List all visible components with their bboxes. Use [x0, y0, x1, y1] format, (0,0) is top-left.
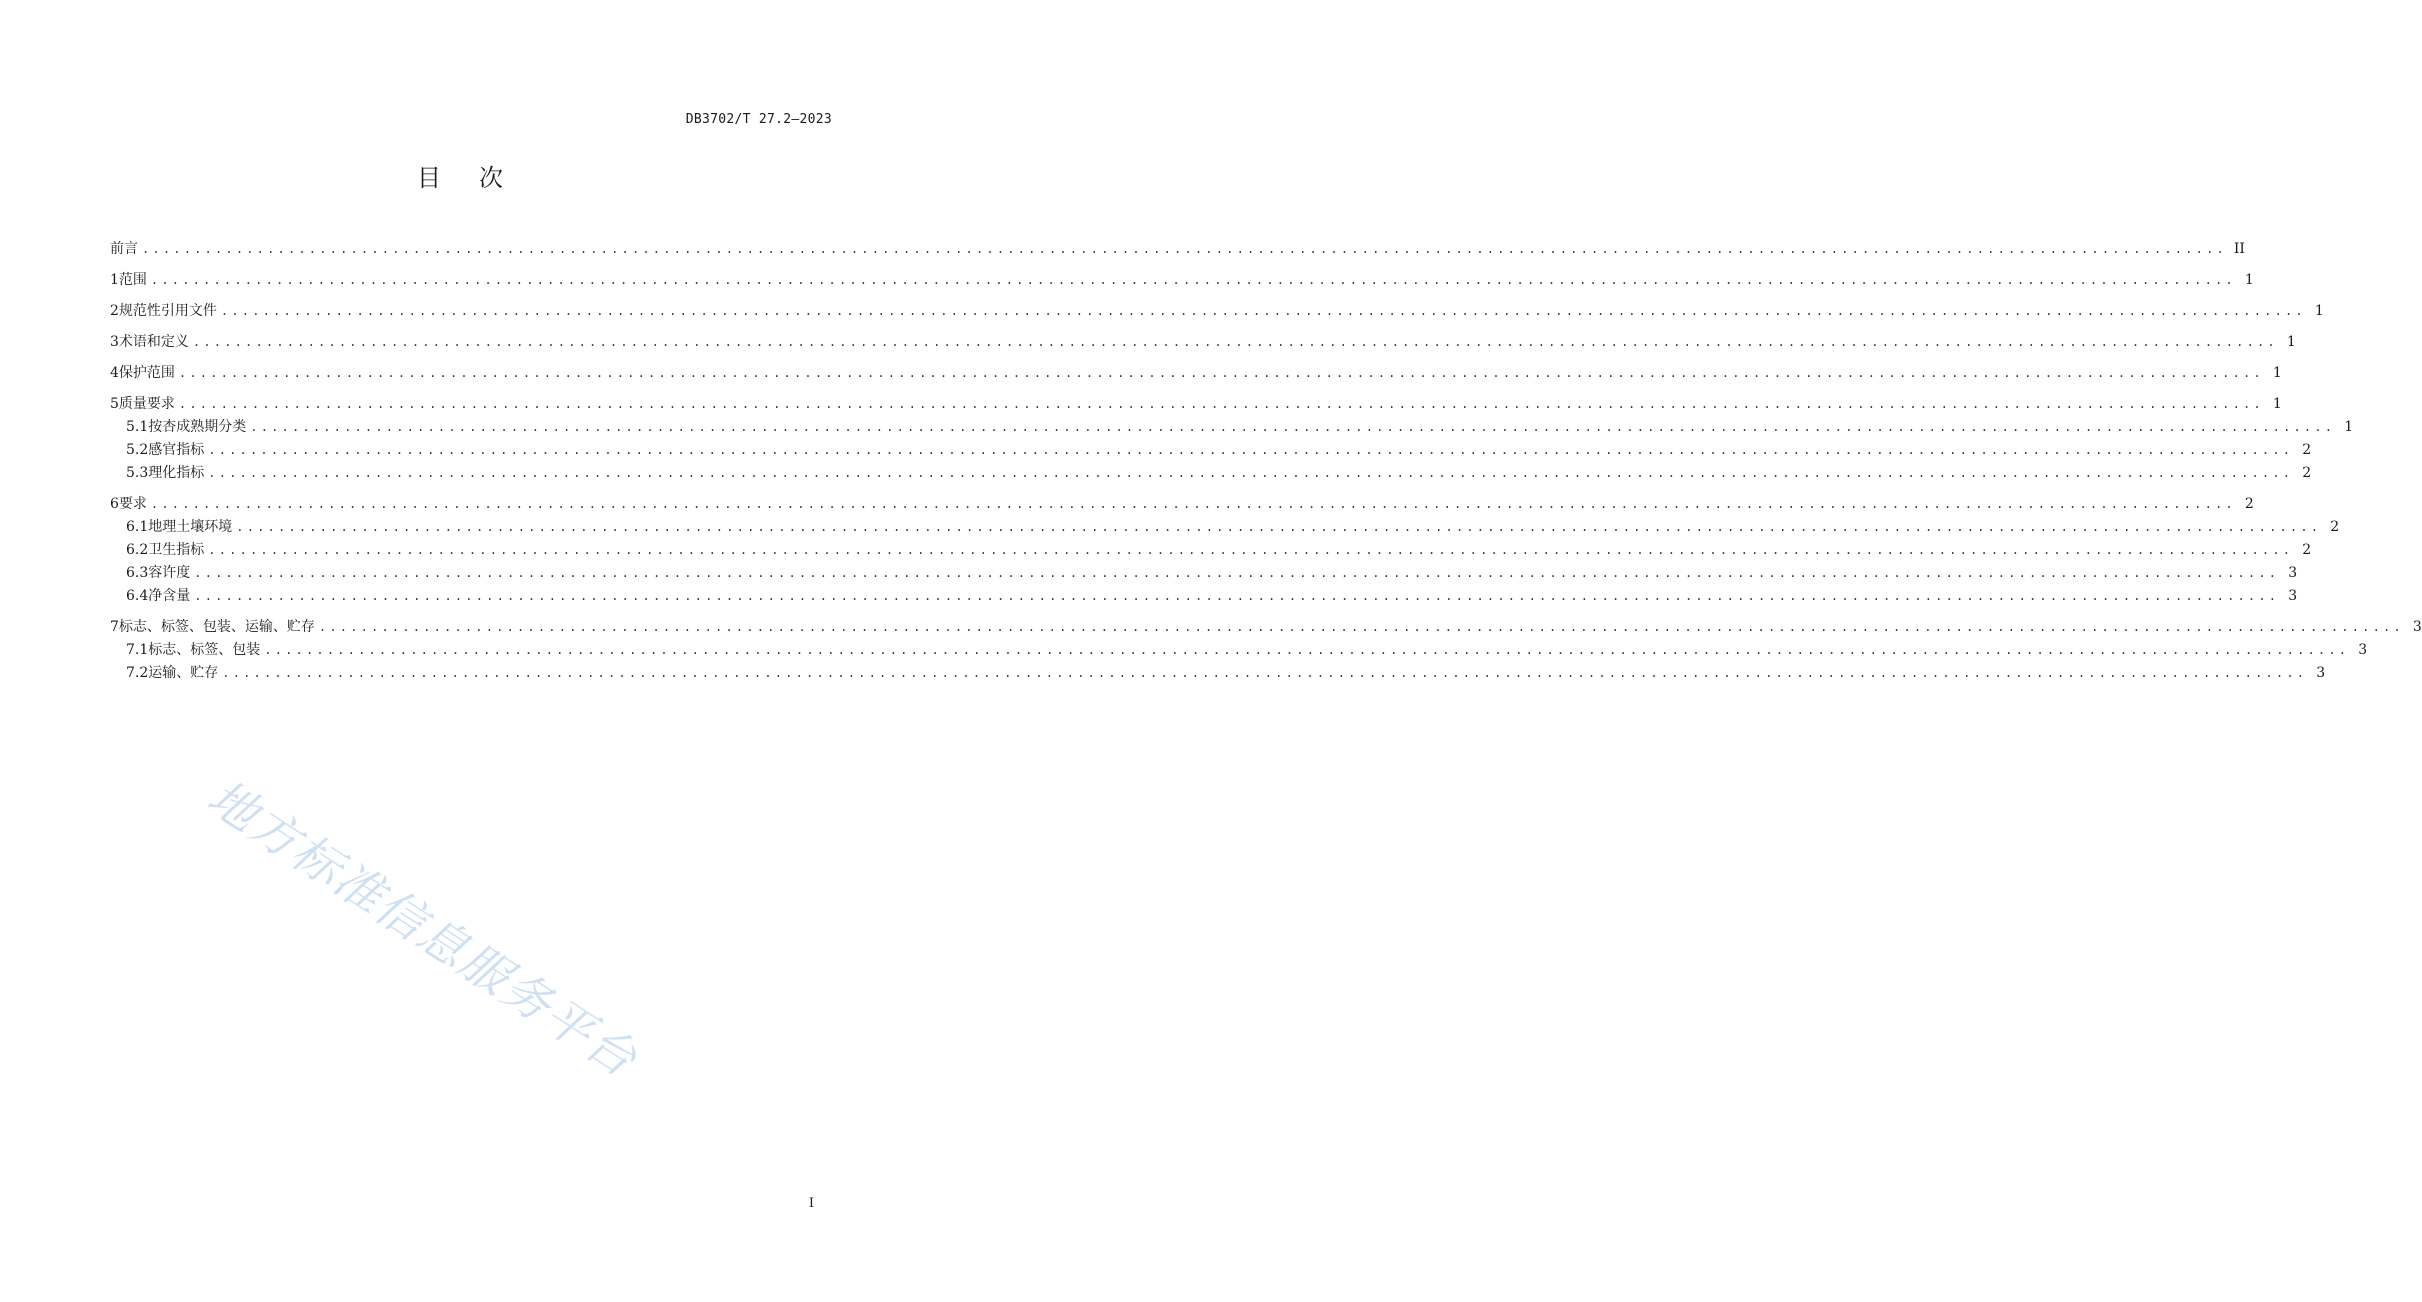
toc-entry[interactable] — [110, 464, 2312, 482]
toc-entry-label: 术语和定义 — [118, 334, 189, 350]
toc-entry-page: 3 — [2288, 565, 2298, 581]
toc-entry-number: 6.4 — [126, 588, 149, 604]
toc-leader-dots: ........................................................................................................................................................................................................ — [250, 420, 2336, 434]
toc-entry-label: 前言 — [110, 241, 138, 257]
toc-entry-label: 容许度 — [148, 565, 191, 581]
document-code: DB3702/T 27.2—2023 — [685, 112, 832, 127]
toc-entry-page: 3 — [2358, 642, 2368, 658]
toc-title-left: 目 — [417, 164, 441, 192]
toc-entry[interactable] — [110, 641, 2368, 659]
toc-entry-number: 7.1 — [126, 642, 149, 658]
toc-entry[interactable] — [110, 240, 2245, 258]
toc-entry-label: 理化指标 — [148, 465, 205, 481]
toc-entry[interactable] — [110, 395, 2282, 413]
toc-entry-number: 6.1 — [126, 519, 149, 535]
toc-leader-dots: ........................................................................................................................................................................................................ — [208, 443, 2294, 457]
toc-leader-dots: ........................................................................................................................................................................................................ — [194, 566, 2280, 580]
toc-entry-number: 3 — [110, 334, 119, 350]
toc-entry[interactable] — [110, 495, 2254, 513]
page-number: I — [808, 1196, 814, 1211]
toc-entry-page: II — [2233, 241, 2245, 257]
toc-entry-number: 5.2 — [126, 442, 149, 458]
toc-leader-dots: ........................................................................................................................................................................................................ — [178, 366, 2264, 380]
toc-entry-label: 运输、贮存 — [148, 665, 219, 681]
watermark: 地方标准信息服务平台 — [197, 769, 648, 1089]
toc-entry-page: 2 — [2302, 542, 2312, 558]
toc-entry-page: 1 — [2272, 365, 2282, 381]
toc-leader-dots: ........................................................................................................................................................................................................ — [142, 242, 2227, 256]
toc-entry[interactable] — [110, 664, 2326, 682]
toc-entry-page: 2 — [2302, 465, 2312, 481]
toc-leader-dots: ........................................................................................................................................................................................................ — [178, 397, 2264, 411]
toc-entry-number: 5 — [110, 396, 119, 412]
toc-entry-label: 要求 — [118, 496, 147, 512]
toc-leader-dots: ........................................................................................................................................................................................................ — [264, 643, 2350, 657]
toc-entry-page: 2 — [2330, 519, 2340, 535]
toc-entry-label: 范围 — [118, 272, 147, 288]
toc-entry-label: 标志、标签、包装 — [148, 642, 261, 658]
toc-leader-dots: ........................................................................................................................................................................................................ — [208, 466, 2294, 480]
toc-entry-number: 6.3 — [126, 565, 149, 581]
toc-entry-page: 3 — [2316, 665, 2326, 681]
toc-title-right: 次 — [479, 164, 503, 192]
toc-entry[interactable] — [110, 333, 2296, 351]
toc-leader-dots: ........................................................................................................................................................................................................ — [150, 497, 2236, 511]
toc-leader-dots: ........................................................................................................................................................................................................ — [208, 543, 2294, 557]
toc-entry-label: 卫生指标 — [148, 542, 205, 558]
toc-entry[interactable] — [110, 271, 2254, 289]
toc-entry-page: 3 — [2412, 619, 2422, 635]
toc-entry-number: 6 — [110, 496, 119, 512]
toc-entry-label: 感官指标 — [148, 442, 205, 458]
toc-entry[interactable] — [110, 564, 2298, 582]
toc-entry-page: 1 — [2344, 419, 2354, 435]
toc-entry-number: 5.3 — [126, 465, 149, 481]
toc-entry-page: 1 — [2314, 303, 2324, 319]
toc-entry-page: 1 — [2286, 334, 2296, 350]
toc-entry-label: 净含量 — [148, 588, 191, 604]
toc-leader-dots: ........................................................................................................................................................................................................ — [192, 335, 2278, 349]
toc-entry-label: 质量要求 — [118, 396, 175, 412]
toc-leader-dots: ........................................................................................................................................................................................................ — [194, 589, 2280, 603]
toc-leader-dots: ........................................................................................................................................................................................................ — [318, 620, 2404, 634]
toc-entry-number: 5.1 — [126, 419, 149, 435]
toc-entry-label: 按杏成熟期分类 — [148, 419, 247, 435]
toc-entry-number: 6.2 — [126, 542, 149, 558]
toc-entry-label: 保护范围 — [118, 365, 175, 381]
toc-leader-dots: ........................................................................................................................................................................................................ — [150, 273, 2236, 287]
toc-entry-label: 标志、标签、包装、运输、贮存 — [118, 619, 315, 635]
toc-leader-dots: ........................................................................................................................................................................................................ — [220, 304, 2306, 318]
toc-entry[interactable] — [110, 302, 2324, 320]
toc-entry-page: 3 — [2288, 588, 2298, 604]
toc-entry-label: 规范性引用文件 — [118, 303, 217, 319]
toc-entry-page: 1 — [2244, 272, 2254, 288]
toc-entry-number: 1 — [110, 272, 119, 288]
toc-entry-number: 4 — [110, 365, 119, 381]
toc-entry[interactable] — [110, 441, 2312, 459]
toc-entry[interactable] — [110, 541, 2312, 559]
table-of-contents — [110, 240, 2422, 682]
toc-entry[interactable] — [110, 418, 2354, 436]
toc-leader-dots: ........................................................................................................................................................................................................ — [222, 666, 2308, 680]
toc-title — [0, 158, 920, 193]
toc-entry-page: 1 — [2272, 396, 2282, 412]
toc-entry[interactable] — [110, 364, 2282, 382]
toc-entry-number: 2 — [110, 303, 119, 319]
toc-entry[interactable] — [110, 518, 2340, 536]
toc-entry-label: 地理土壤环境 — [148, 519, 233, 535]
toc-entry[interactable] — [110, 587, 2298, 605]
toc-leader-dots: ........................................................................................................................................................................................................ — [236, 520, 2322, 534]
toc-entry-number: 7.2 — [126, 665, 149, 681]
toc-entry[interactable] — [110, 618, 2422, 636]
toc-entry-number: 7 — [110, 619, 119, 635]
toc-entry-page: 2 — [2302, 442, 2312, 458]
toc-entry-page: 2 — [2244, 496, 2254, 512]
